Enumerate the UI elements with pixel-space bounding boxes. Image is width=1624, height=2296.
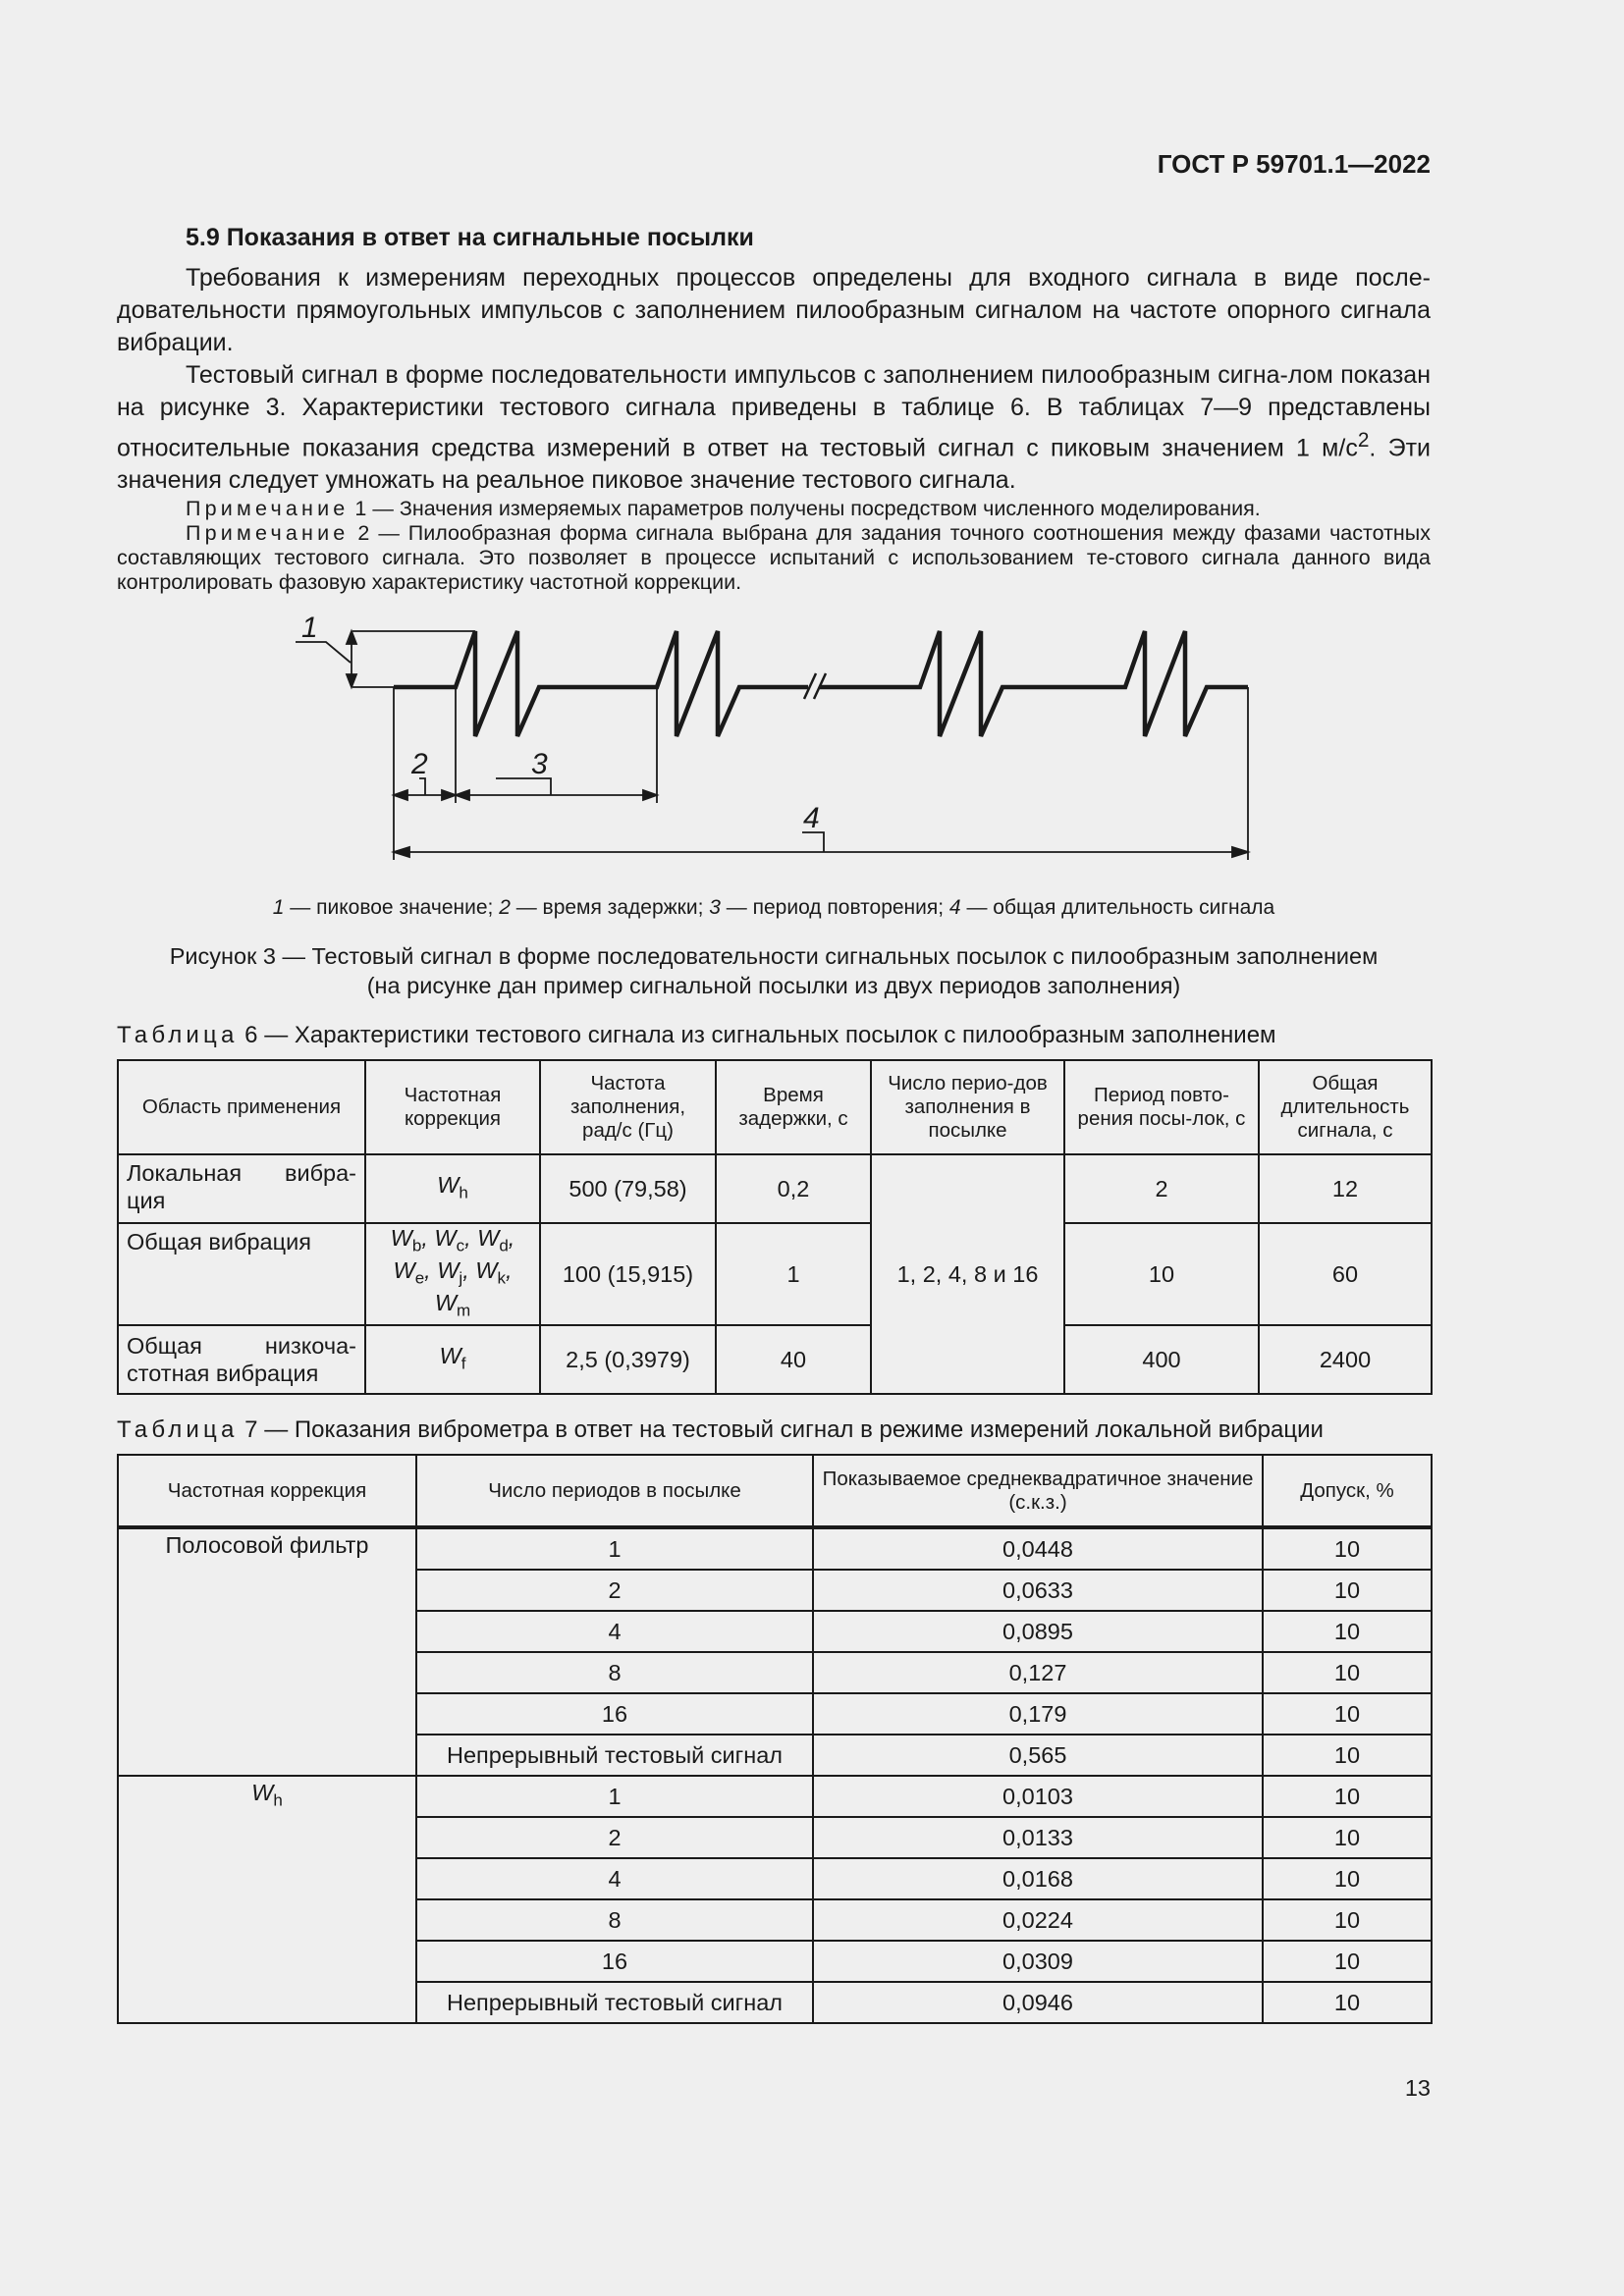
callout-3: 3 bbox=[531, 748, 548, 781]
figure-3-diagram bbox=[117, 609, 1431, 888]
callout-1: 1 bbox=[301, 612, 318, 645]
table6-header: Частотная коррекция bbox=[365, 1060, 540, 1154]
paragraph-1: Требования к измерениям переходных процессов определены для входного сигнала в виде после-довательности прямоугольных импульсов с заполнением пилообразным сигналом на частоте опорного сигнала вибрации. bbox=[117, 264, 1431, 356]
table6-header: Общая длительность сигнала, с bbox=[1259, 1060, 1432, 1154]
note-1: Примечание 1 — Значения измеряемых параметров получены посредством численного моделирования. bbox=[186, 497, 1261, 521]
page-content bbox=[117, 224, 1431, 2024]
figure-legend: 1 — пиковое значение; 2 — время задержки; 3 — период повторения; 4 — общая длительность сигнала bbox=[272, 896, 1275, 920]
table-6-title: Таблица 6 — Характеристики тестового сигнала из сигнальных посылок с пилообразным заполнением bbox=[117, 1022, 1276, 1049]
table6-header: Область применения bbox=[118, 1060, 365, 1154]
section-title: 5.9 Показания в ответ на сигнальные посылки bbox=[186, 224, 754, 251]
table-7 bbox=[117, 1454, 1433, 2024]
table-row: 4 0,0168 10 bbox=[118, 1858, 1432, 1899]
table-row: 8 0,127 10 bbox=[118, 1652, 1432, 1693]
callout-2: 2 bbox=[411, 748, 428, 781]
table-row: Общая вибрация $W_b$, $W_c$, $W_d$, $W_e$, $W_j$, $W_k$, $W_m$ 100 (15,915) 1 10 60 bbox=[118, 1223, 1432, 1325]
table-row: 2 0,0133 10 bbox=[118, 1817, 1432, 1858]
table-7-title: Таблица 7 — Показания виброметра в ответ на тестовый сигнал в режиме измерений локальной вибрации bbox=[117, 1416, 1324, 1444]
paragraph-2: Тестовый сигнал в форме последовательности импульсов с заполнением пилообразным сигна-лом показан на рисунке 3. Характеристики тестового сигнала приведены в таблице 6. В таблицах 7—9 представлены относительные показания средства измерений в ответ на тестовый сигнал с пиковым значением 1 $м/с^2$. Эти значения следует умножать на реальное пиковое значение тестового сигнала. bbox=[117, 361, 1432, 495]
callout-4: 4 bbox=[803, 802, 820, 835]
table-row: Общая низкоча-стотная вибрация $W_f$ 2,5 (0,3979) 40 400 2400 bbox=[118, 1325, 1432, 1394]
figure-caption: Рисунок 3 — Тестовый сигнал в форме последовательности сигнальных посылок с пилообразным заполнением (на рисунке дан пример сигнальной посылки из двух периодов заполнения) bbox=[169, 943, 1379, 999]
sawtooth-signal-diagram bbox=[117, 609, 1431, 888]
table7-header: Допуск, % bbox=[1263, 1455, 1432, 1527]
note-2: Примечание 2 — Пилообразная форма сигнала выбрана для задания точного соотношения между фазами частотных составляющих тестового сигнала. Это позволяет в процессе испытаний с использованием те-стового сигнала данного вида контролировать фазовую характеристику частотной коррекции. bbox=[117, 521, 1431, 595]
group-wh: $W_h$ bbox=[118, 1776, 416, 2023]
table-row: 16 0,0309 10 bbox=[118, 1941, 1432, 1982]
page-number: 13 bbox=[1404, 2075, 1431, 2101]
table7-header: Показываемое среднеквадратичное значение (с.к.з.) bbox=[813, 1455, 1263, 1527]
group-polosovoy-filtr: Полосовой фильтр bbox=[118, 1527, 416, 1776]
superscript: 2 bbox=[1357, 429, 1370, 452]
callout-labels bbox=[301, 612, 820, 834]
table6-header: Число перио-дов заполнения в посылке bbox=[871, 1060, 1064, 1154]
dimension-lines bbox=[296, 631, 1248, 860]
table6-header: Период повто-рения посы-лок, с bbox=[1064, 1060, 1259, 1154]
table6-header: Частота заполнения, рад/с (Гц) bbox=[540, 1060, 716, 1154]
table-row: Непрерывный тестовый сигнал 0,565 10 bbox=[118, 1735, 1432, 1776]
table7-header: Частотная коррекция bbox=[118, 1455, 416, 1527]
table7-header: Число периодов в посылке bbox=[416, 1455, 813, 1527]
table-row: 2 0,0633 10 bbox=[118, 1570, 1432, 1611]
merged-period-count: 1, 2, 4, 8 и 16 bbox=[871, 1154, 1064, 1394]
table-row: Непрерывный тестовый сигнал 0,0946 10 bbox=[118, 1982, 1432, 2023]
table-row: Полосовой фильтр 1 0,0448 10 bbox=[118, 1527, 1432, 1570]
table-6 bbox=[117, 1059, 1433, 1395]
table-row: Локальная вибра-ция $W_h$ 500 (79,58) 0,2 1, 2, 4, 8 и 16 2 12 bbox=[118, 1154, 1432, 1223]
table6-header: Время задержки, с bbox=[716, 1060, 871, 1154]
table-row: $W_h$ 1 0,0103 10 bbox=[118, 1776, 1432, 1817]
table-row: 4 0,0895 10 bbox=[118, 1611, 1432, 1652]
table-row: 16 0,179 10 bbox=[118, 1693, 1432, 1735]
standard-code: ГОСТ Р 59701.1—2022 bbox=[1157, 149, 1431, 179]
table-row: 8 0,0224 10 bbox=[118, 1899, 1432, 1941]
